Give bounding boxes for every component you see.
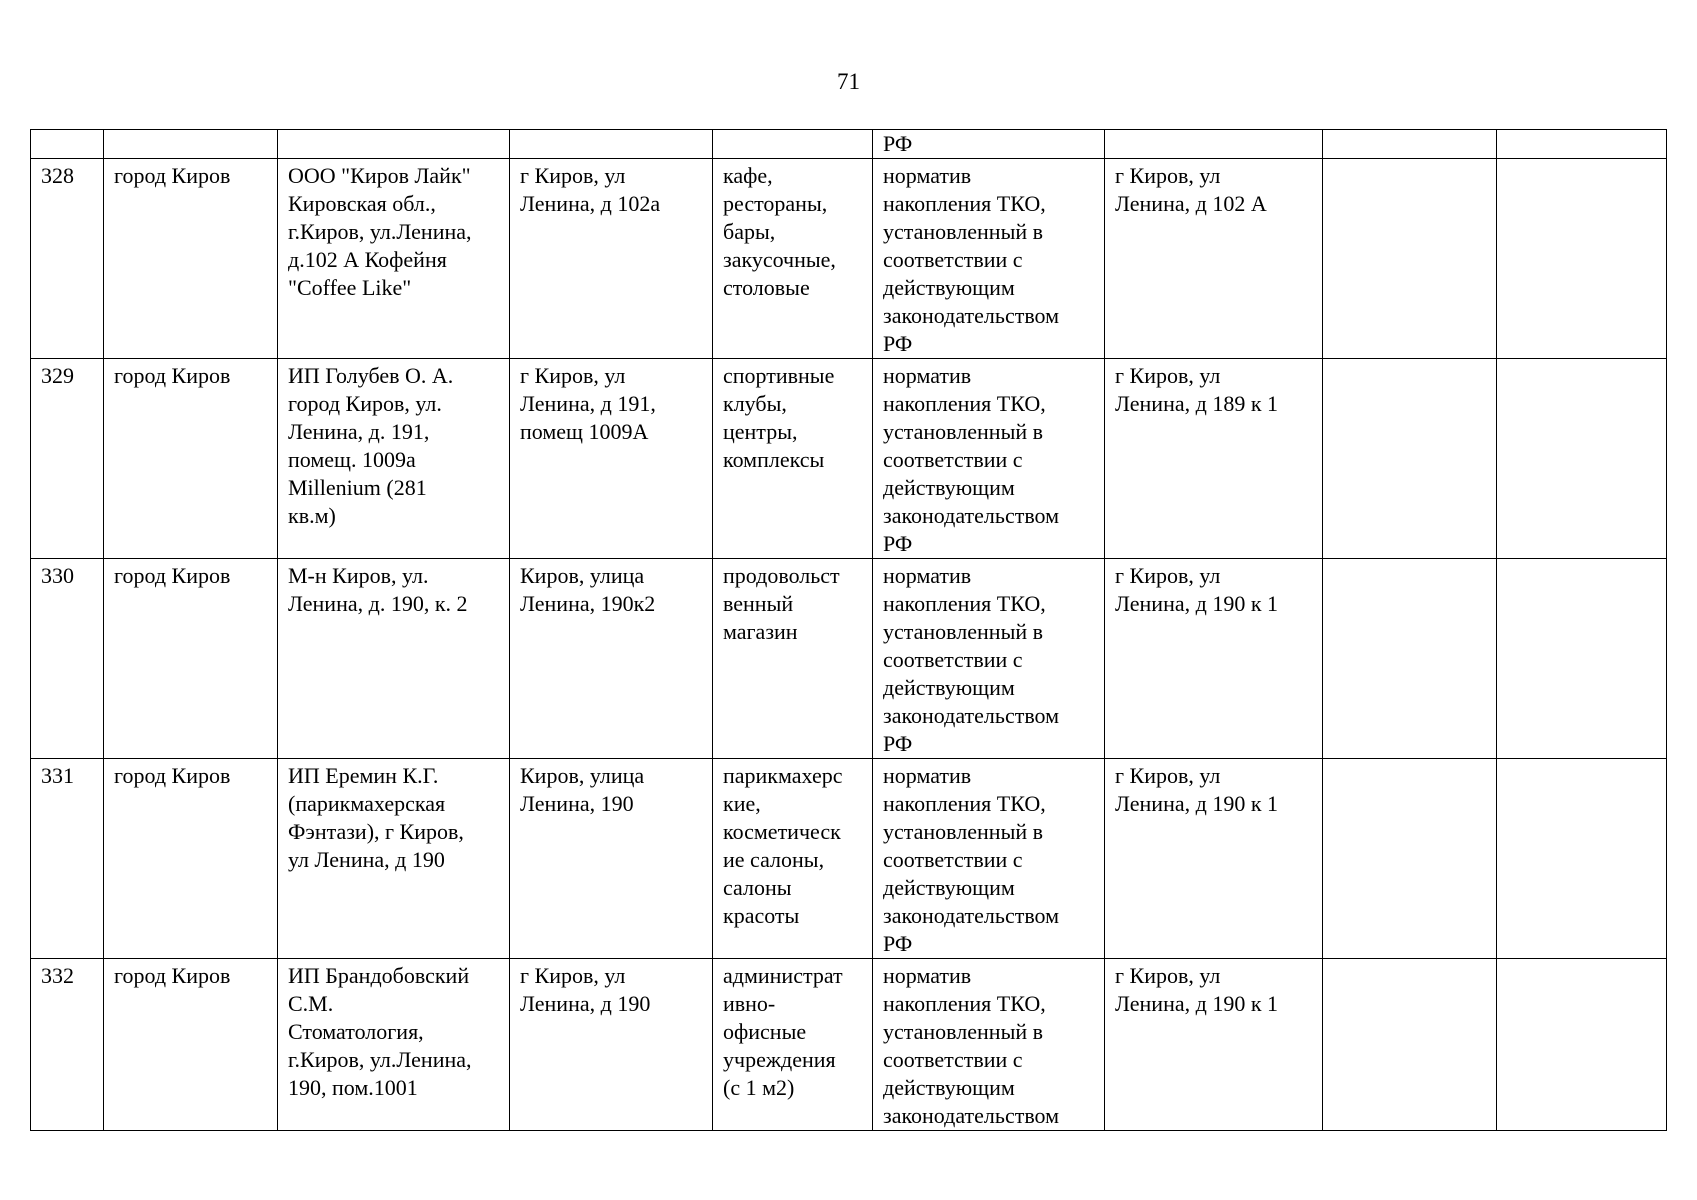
row-number-cell: 332 [31,959,104,1131]
table-cell [1323,759,1497,959]
table-cell [1323,159,1497,359]
organization-cell: ИП Голубев О. А. город Киров, ул. Ленина, д. 191, помещ. 1009а Millenium (281 кв.м) [278,359,510,559]
site-cell: г Киров, ул Ленина, д 190 к 1 [1105,759,1323,959]
continuation-row [31,130,1667,159]
site-cell: г Киров, ул Ленина, д 190 к 1 [1105,959,1323,1131]
norm-cell: норматив накопления ТКО, установленный в соответствии с действующим законодательством РФ [873,559,1105,759]
table-cell [1497,130,1667,159]
norm-cell: норматив накопления ТКО, установленный в соответствии с действующим законодательством РФ [873,159,1105,359]
table-cell [1323,959,1497,1131]
category-cell: спортивные клубы, центры, комплексы [713,359,873,559]
address-cell: Киров, улица Ленина, 190 [510,759,713,959]
norm-cell: норматив накопления ТКО, установленный в соответствии с действующим законодательством РФ [873,759,1105,959]
locality-cell: город Киров [104,759,278,959]
organization-cell: ООО "Киров Лайк" Кировская обл., г.Киров, ул.Ленина, д.102 А Кофейня "Coffee Like" [278,159,510,359]
table-cell [31,130,104,159]
table-row [31,359,1667,559]
table-cell [1323,559,1497,759]
site-cell: г Киров, ул Ленина, д 190 к 1 [1105,559,1323,759]
norm-cell: норматив накопления ТКО, установленный в соответствии с действующим законодательством РФ [873,359,1105,559]
table-cell [1497,559,1667,759]
table-cell [1323,359,1497,559]
site-cell: г Киров, ул Ленина, д 102 А [1105,159,1323,359]
registry-table [30,129,1667,1131]
row-number-cell: 331 [31,759,104,959]
organization-cell: М-н Киров, ул. Ленина, д. 190, к. 2 [278,559,510,759]
table-row [31,159,1667,359]
row-number-cell: 330 [31,559,104,759]
table-cell [1497,759,1667,959]
site-cell: г Киров, ул Ленина, д 189 к 1 [1105,359,1323,559]
category-cell: продовольст венный магазин [713,559,873,759]
locality-cell: город Киров [104,959,278,1131]
table-cell [278,130,510,159]
page-number: 71 [837,69,860,94]
table-cell [713,130,873,159]
table-cell [1105,130,1323,159]
organization-cell: ИП Еремин К.Г. (парикмахерская Фэнтази), г Киров, ул Ленина, д 190 [278,759,510,959]
category-cell: администрат ивно- офисные учреждения (с 1 м2) [713,959,873,1131]
table-cell [1497,359,1667,559]
norm-cell: норматив накопления ТКО, установленный в соответствии с действующим законодательством [873,959,1105,1131]
organization-cell: ИП Брандобовский С.М. Стоматология, г.Киров, ул.Ленина, 190, пом.1001 [278,959,510,1131]
table-cell [1323,130,1497,159]
address-cell: г Киров, ул Ленина, д 191, помещ 1009А [510,359,713,559]
row-number-cell: 328 [31,159,104,359]
address-cell: г Киров, ул Ленина, д 190 [510,959,713,1131]
table-cell [104,130,278,159]
category-cell: парикмахерс кие, косметическ ие салоны, салоны красоты [713,759,873,959]
table-cell [510,130,713,159]
table-row [31,959,1667,1131]
category-cell: кафе, рестораны, бары, закусочные, столовые [713,159,873,359]
row-number-cell: 329 [31,359,104,559]
table-cell [1497,959,1667,1131]
table-row [31,559,1667,759]
table-row [31,759,1667,959]
locality-cell: город Киров [104,559,278,759]
table-cell [1497,159,1667,359]
table-cell: РФ [873,130,1105,159]
address-cell: г Киров, ул Ленина, д 102а [510,159,713,359]
address-cell: Киров, улица Ленина, 190к2 [510,559,713,759]
locality-cell: город Киров [104,359,278,559]
locality-cell: город Киров [104,159,278,359]
